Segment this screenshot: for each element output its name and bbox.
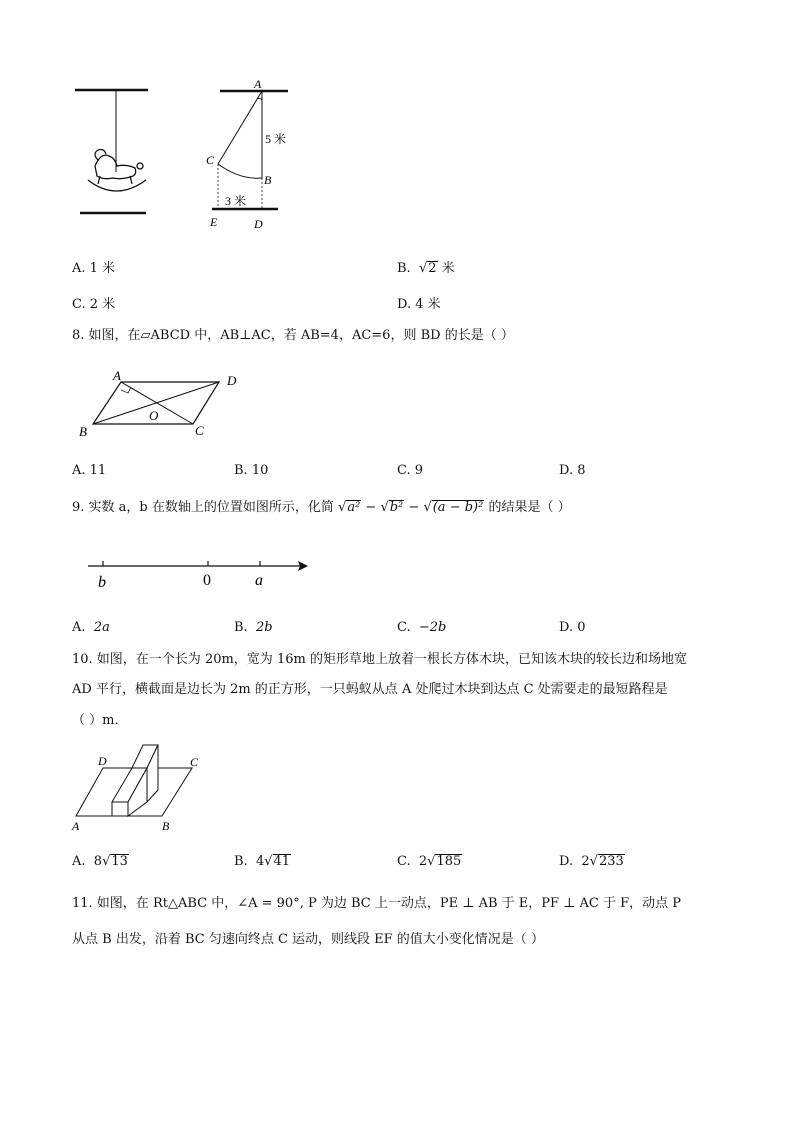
q10-question-line-1: 10. 如图，在一个长为 20m，宽为 16m 的矩形草地上放着一根长方体木块，已知该木块的较长边和场地宽	[72, 652, 687, 667]
q10-question-line-2: AD 平行，横截面是边长为 2m 的正方形，一只蚂蚁从点 A 处爬过木块到达点 C 处需要走的最短路程是	[72, 682, 668, 697]
q10-option-a: A. 8√13	[72, 854, 128, 869]
q9-question-prefix: 9. 实数 a，b 在数轴上的位置如图所示，化简	[72, 500, 334, 515]
label-C: C	[206, 153, 215, 167]
label-D: D	[227, 373, 237, 388]
q10-option-c: C. 2√185	[397, 854, 462, 869]
grass-field-diagram	[70, 740, 210, 835]
q8-option-d: D. 8	[559, 463, 586, 478]
label-5m: 5 米	[265, 132, 287, 146]
q7-option-b-radicand: 2	[428, 261, 437, 276]
q7-option-a: A. 1 米	[72, 261, 116, 276]
label-A: A	[254, 77, 262, 91]
q8-question: 8. 如图，在▱ABCD 中，AB⊥AC，若 AB=4，AC=6，则 BD 的长是（ ）	[72, 328, 514, 343]
q7-option-d: D. 4 米	[397, 297, 441, 312]
q10-option-d-radicand: 233	[598, 854, 624, 869]
q9-expr-1: a²	[347, 500, 361, 515]
label-A: A	[113, 368, 121, 383]
q7-option-b: B. √2 米	[397, 261, 455, 276]
rocking-horse-icon	[88, 150, 146, 192]
label-B: B	[264, 173, 272, 187]
label-C: C	[190, 755, 199, 769]
label-E: E	[210, 215, 218, 229]
q9-option-b-value: 2b	[255, 620, 273, 635]
q8-option-c: C. 9	[397, 463, 424, 478]
axis-label-b: b	[98, 574, 106, 591]
label-3m: 3 米	[225, 194, 247, 208]
label-D: D	[254, 217, 263, 231]
label-A: A	[72, 819, 80, 833]
q10-option-b-radicand: 41	[273, 854, 291, 869]
q10-option-a-radicand: 13	[111, 854, 128, 869]
q9-option-a: A. 2a	[72, 620, 110, 635]
q7-option-c: C. 2 米	[72, 297, 116, 312]
number-line	[80, 552, 320, 597]
q9-option-c-value: −2b	[418, 620, 447, 635]
q8-option-b: B. 10	[234, 463, 269, 478]
q10-question-line-3: （ ）m．	[72, 713, 128, 728]
q9-option-c: C. −2b	[397, 620, 447, 635]
q9-expression: √a² − √b² − √(a − b)²	[338, 500, 484, 515]
q10-option-d: D. 2√233	[559, 854, 624, 869]
axis-label-zero: 0	[203, 572, 211, 589]
label-B: B	[79, 424, 87, 439]
label-B: B	[162, 819, 170, 833]
q9-option-a-value: 2a	[93, 620, 110, 635]
q10-option-c-radicand: 185	[436, 854, 462, 869]
q9-question	[72, 498, 571, 518]
axis-label-a: a	[255, 572, 263, 589]
q11-question-line-2: 从点 B 出发，沿着 BC 匀速向终点 C 运动，则线段 EF 的值大小变化情况是（ ）	[72, 932, 544, 947]
q9-question-suffix: 的结果是（ ）	[488, 500, 571, 515]
parallelogram-diagram	[75, 368, 255, 443]
label-C: C	[195, 423, 204, 438]
q7-option-b-unit: 米	[441, 261, 455, 276]
swing-horse-figure	[70, 80, 160, 220]
q8-option-a: A. 11	[72, 463, 107, 478]
q9-option-d: D. 0	[559, 620, 586, 635]
label-O: O	[149, 408, 159, 423]
q9-expr-3: (a − b)²	[432, 500, 484, 515]
q7-option-b-label: B.	[397, 261, 411, 276]
q9-option-b: B. 2b	[234, 620, 273, 635]
label-D: D	[98, 754, 107, 768]
q9-expr-2: b²	[389, 500, 404, 515]
swing-diagram	[200, 76, 310, 236]
q11-question-line-1: 11. 如图，在 Rt△ABC 中，∠A = 90°, P 为边 BC 上一动点，PE ⊥ AB 于 E，PF ⊥ AC 于 F，动点 P	[72, 896, 682, 911]
q10-option-b: B. 4√41	[234, 854, 291, 869]
